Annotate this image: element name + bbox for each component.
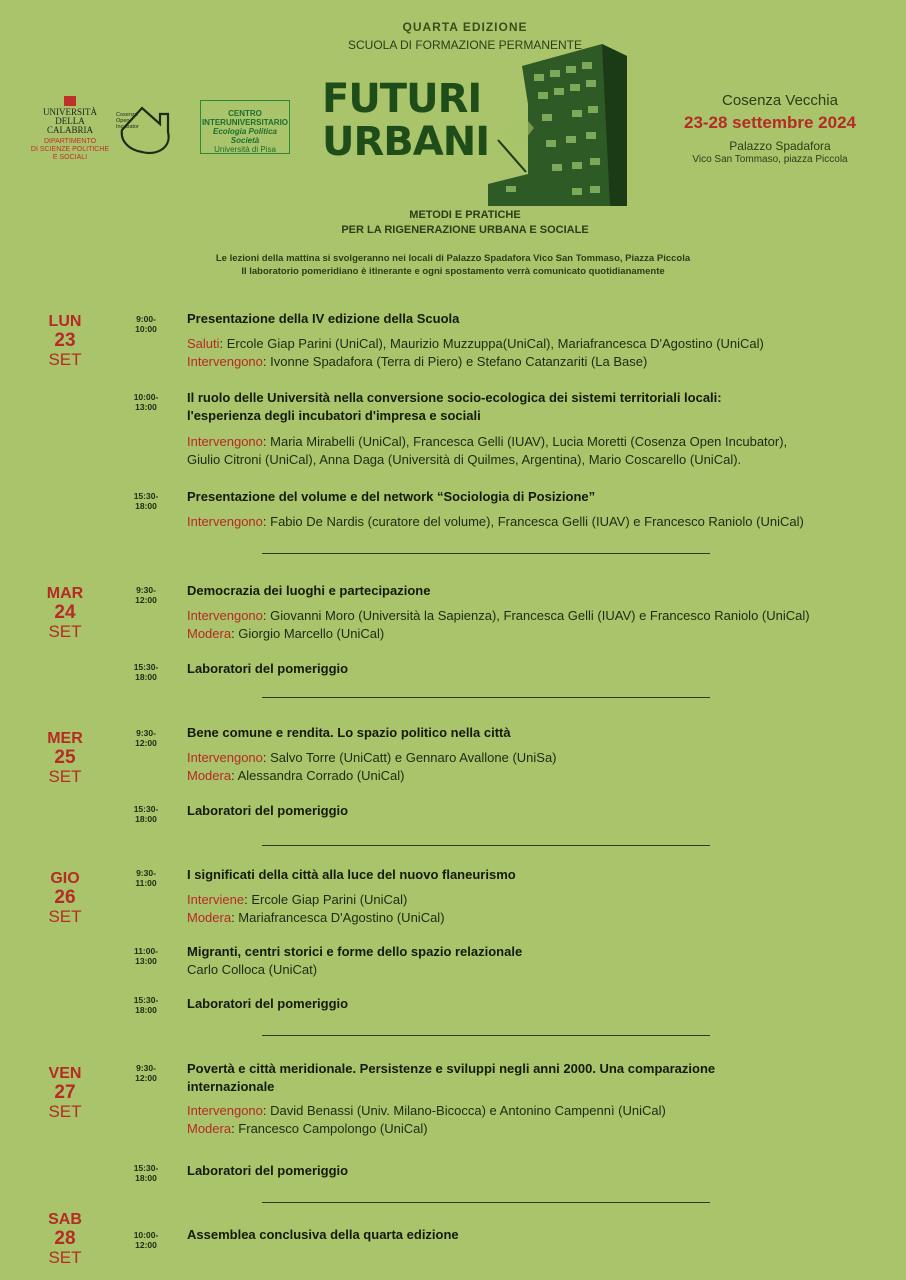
- session-time: 9:00- 10:00: [135, 314, 157, 334]
- session-time: 10:00- 13:00: [133, 392, 159, 412]
- day-number: 27: [54, 1082, 76, 1103]
- session-line: Intervengono: Ivonne Spadafora (Terra di Piero) e Stefano Catanzariti (La Base): [187, 354, 648, 369]
- unical-dept-3: E SOCIALI: [52, 154, 88, 161]
- centro-1: CENTRO: [228, 109, 262, 118]
- day-month: SET: [48, 622, 82, 641]
- unical-logo: [30, 96, 110, 162]
- day-weekday: LUN: [48, 313, 82, 330]
- day-month: SET: [48, 1248, 82, 1267]
- session-line: Intervengono: Fabio De Nardis (curatore del volume), Francesca Gelli (IUAV) e Francesco Raniolo (UniCal): [187, 514, 804, 529]
- session-line: Carlo Colloca (UniCat): [187, 962, 318, 977]
- centro-interuniversitario-logo: [200, 100, 290, 154]
- day-separator: [262, 697, 710, 698]
- location-city: Cosenza Vecchia: [722, 92, 838, 109]
- title-line-2: URBANI: [322, 119, 490, 165]
- day-weekday: VEN: [48, 1065, 82, 1082]
- day-month: SET: [48, 1102, 82, 1121]
- cosenza-open-incubator-logo: [112, 100, 182, 158]
- session-line: Modera: Francesco Campolongo (UniCal): [187, 1121, 428, 1136]
- day-separator: [262, 845, 710, 846]
- session-line: Modera: Alessandra Corrado (UniCal): [187, 768, 405, 783]
- day-month: SET: [48, 350, 82, 369]
- role-label: Modera: [187, 910, 232, 925]
- day-separator: [262, 1035, 710, 1036]
- role-label: Modera: [187, 626, 232, 641]
- day-weekday: GIO: [50, 870, 80, 887]
- venue-address: Vico San Tommaso, piazza Piccola: [692, 154, 848, 165]
- notes-line-2: Il laboratorio pomeridiano è itinerante e ogni spostamento verrà comunicato quotidianamente: [241, 266, 665, 277]
- day-label-thu: [30, 869, 100, 926]
- centro-4: Università di Pisa: [214, 145, 276, 154]
- day-month: SET: [48, 907, 82, 926]
- centro-2: INTERUNIVERSITARIO: [201, 118, 289, 127]
- session-title: Laboratori del pomeriggio: [187, 661, 349, 676]
- unical-dept-2: DI SCIENZE POLITICHE: [30, 146, 110, 153]
- session-title: internazionale: [187, 1079, 275, 1094]
- day-number: 26: [54, 887, 76, 908]
- venue-notes: [0, 252, 906, 278]
- unical-name-1: UNIVERSITÀ DELLA: [43, 107, 97, 126]
- title-line-1: FUTURI: [322, 76, 482, 122]
- coi-text: Cosenza Open Incubator: [116, 112, 139, 130]
- subtitle: [0, 208, 906, 238]
- main-title: [322, 78, 489, 164]
- venue-name: Palazzo Spadafora: [729, 139, 831, 153]
- day-label-sat: [30, 1210, 100, 1267]
- session-title: Laboratori del pomeriggio: [187, 1163, 349, 1178]
- session-title: Migranti, centri storici e forme dello spazio relazionale: [187, 944, 523, 959]
- day-weekday: MER: [47, 730, 83, 747]
- day-number: 23: [54, 330, 76, 351]
- session-line: Modera: Giorgio Marcello (UniCal): [187, 626, 385, 641]
- day-separator: [262, 1202, 710, 1203]
- session-title: Presentazione della IV edizione della Scuola: [187, 311, 460, 326]
- session-title: Il ruolo delle Università nella conversione socio-ecologica dei sistemi territoriali locali:: [187, 390, 722, 405]
- role-label: Intervengono: [187, 514, 263, 529]
- unical-dept-1: DIPARTIMENTO: [43, 138, 97, 145]
- session-time: 10:00- 12:00: [133, 1230, 159, 1250]
- day-label-mon: [30, 312, 100, 369]
- unical-name-2: CALABRIA: [46, 125, 93, 135]
- session-title: Presentazione del volume e del network “Sociologia di Posizione”: [187, 489, 596, 504]
- session-title: Povertà e città meridionale. Persistenze e sviluppi negli anni 2000. Una comparazione: [187, 1061, 716, 1076]
- building-illustration: [482, 44, 630, 206]
- day-label-tue: [30, 584, 100, 641]
- session-time: 15:30- 18:00: [133, 662, 159, 682]
- session-time: 9:30- 12:00: [135, 585, 157, 605]
- session-line: Intervengono: Giovanni Moro (Università la Sapienza), Francesca Gelli (IUAV) e Francesco Raniolo (UniCal): [187, 608, 810, 623]
- session-title: l'esperienza degli incubatori d'impresa e sociali: [187, 408, 481, 423]
- role-label: Intervengono: [187, 1103, 263, 1118]
- school-label: SCUOLA DI FORMAZIONE PERMANENTE: [347, 38, 583, 52]
- role-label: Modera: [187, 1121, 232, 1136]
- session-line: Intervengono: David Benassi (Univ. Milano-Bicocca) e Antonino Campennì (UniCal): [187, 1103, 666, 1118]
- building-icon: [482, 44, 630, 206]
- day-weekday: SAB: [48, 1211, 82, 1228]
- day-number: 25: [54, 747, 76, 768]
- day-label-wed: [30, 729, 100, 786]
- session-time: 9:30- 11:00: [135, 868, 157, 888]
- unical-emblem-icon: [64, 96, 76, 106]
- subtitle-line-2: PER LA RIGENERAZIONE URBANA E SOCIALE: [341, 224, 589, 236]
- day-number: 24: [54, 602, 76, 623]
- day-weekday: MAR: [46, 585, 84, 602]
- event-dates: 23-28 settembre 2024: [683, 113, 856, 132]
- session-title: I significati della città alla luce del nuovo flaneurismo: [187, 867, 516, 882]
- session-title: Laboratori del pomeriggio: [187, 996, 349, 1011]
- session-line: Saluti: Ercole Giap Parini (UniCal), Maurizio Muzzuppa(UniCal), Mariafrancesca D'Agostino (UniCal): [187, 336, 764, 351]
- session-time: 9:30- 12:00: [135, 728, 157, 748]
- session-line: Intervengono: Maria Mirabelli (UniCal), Francesca Gelli (IUAV), Lucia Moretti (Cosenza Open Incubator),: [187, 434, 788, 449]
- session-time: 15:30- 18:00: [133, 995, 159, 1015]
- session-time: 11:00- 13:00: [133, 946, 159, 966]
- session-title: Bene comune e rendita. Lo spazio politico nella città: [187, 725, 511, 740]
- session-time: 15:30- 18:00: [133, 491, 159, 511]
- day-separator: [262, 553, 710, 554]
- role-label: Intervengono: [187, 750, 263, 765]
- role-label: Intervengono: [187, 434, 263, 449]
- day-label-fri: [30, 1064, 100, 1121]
- role-label: Modera: [187, 768, 232, 783]
- unical-dept: [30, 138, 110, 162]
- session-line: Interviene: Ercole Giap Parini (UniCal): [187, 892, 408, 907]
- session-title: Democrazia dei luoghi e partecipazione: [187, 583, 431, 598]
- role-label: Intervengono: [187, 354, 263, 369]
- notes-line-1: Le lezioni della mattina si svolgeranno nei locali di Palazzo Spadafora Vico San Tommaso, Piazza Piccola: [215, 253, 691, 264]
- session-title: Assemblea conclusiva della quarta edizione: [187, 1227, 459, 1242]
- session-title: Laboratori del pomeriggio: [187, 803, 349, 818]
- session-time: 15:30- 18:00: [133, 804, 159, 824]
- session-time: 15:30- 18:00: [133, 1163, 159, 1183]
- day-number: 28: [54, 1228, 76, 1249]
- subtitle-line-1: METODI E PRATICHE: [409, 209, 521, 221]
- session-time: 9:30- 12:00: [135, 1063, 157, 1083]
- role-label: Saluti: [187, 336, 220, 351]
- centro-3: Ecologia Politica Società: [212, 127, 277, 145]
- session-line: Intervengono: Salvo Torre (UniCatt) e Gennaro Avallone (UniSa): [187, 750, 557, 765]
- session-line: Giulio Citroni (UniCal), Anna Daga (Università di Quilmes, Argentina), Mario Coscarello (UniCal).: [187, 452, 742, 467]
- day-month: SET: [48, 767, 82, 786]
- role-label: Intervengono: [187, 608, 263, 623]
- edition-label: QUARTA EDIZIONE: [402, 20, 528, 34]
- role-label: Interviene: [187, 892, 245, 907]
- session-line: Modera: Mariafrancesca D'Agostino (UniCal): [187, 910, 445, 925]
